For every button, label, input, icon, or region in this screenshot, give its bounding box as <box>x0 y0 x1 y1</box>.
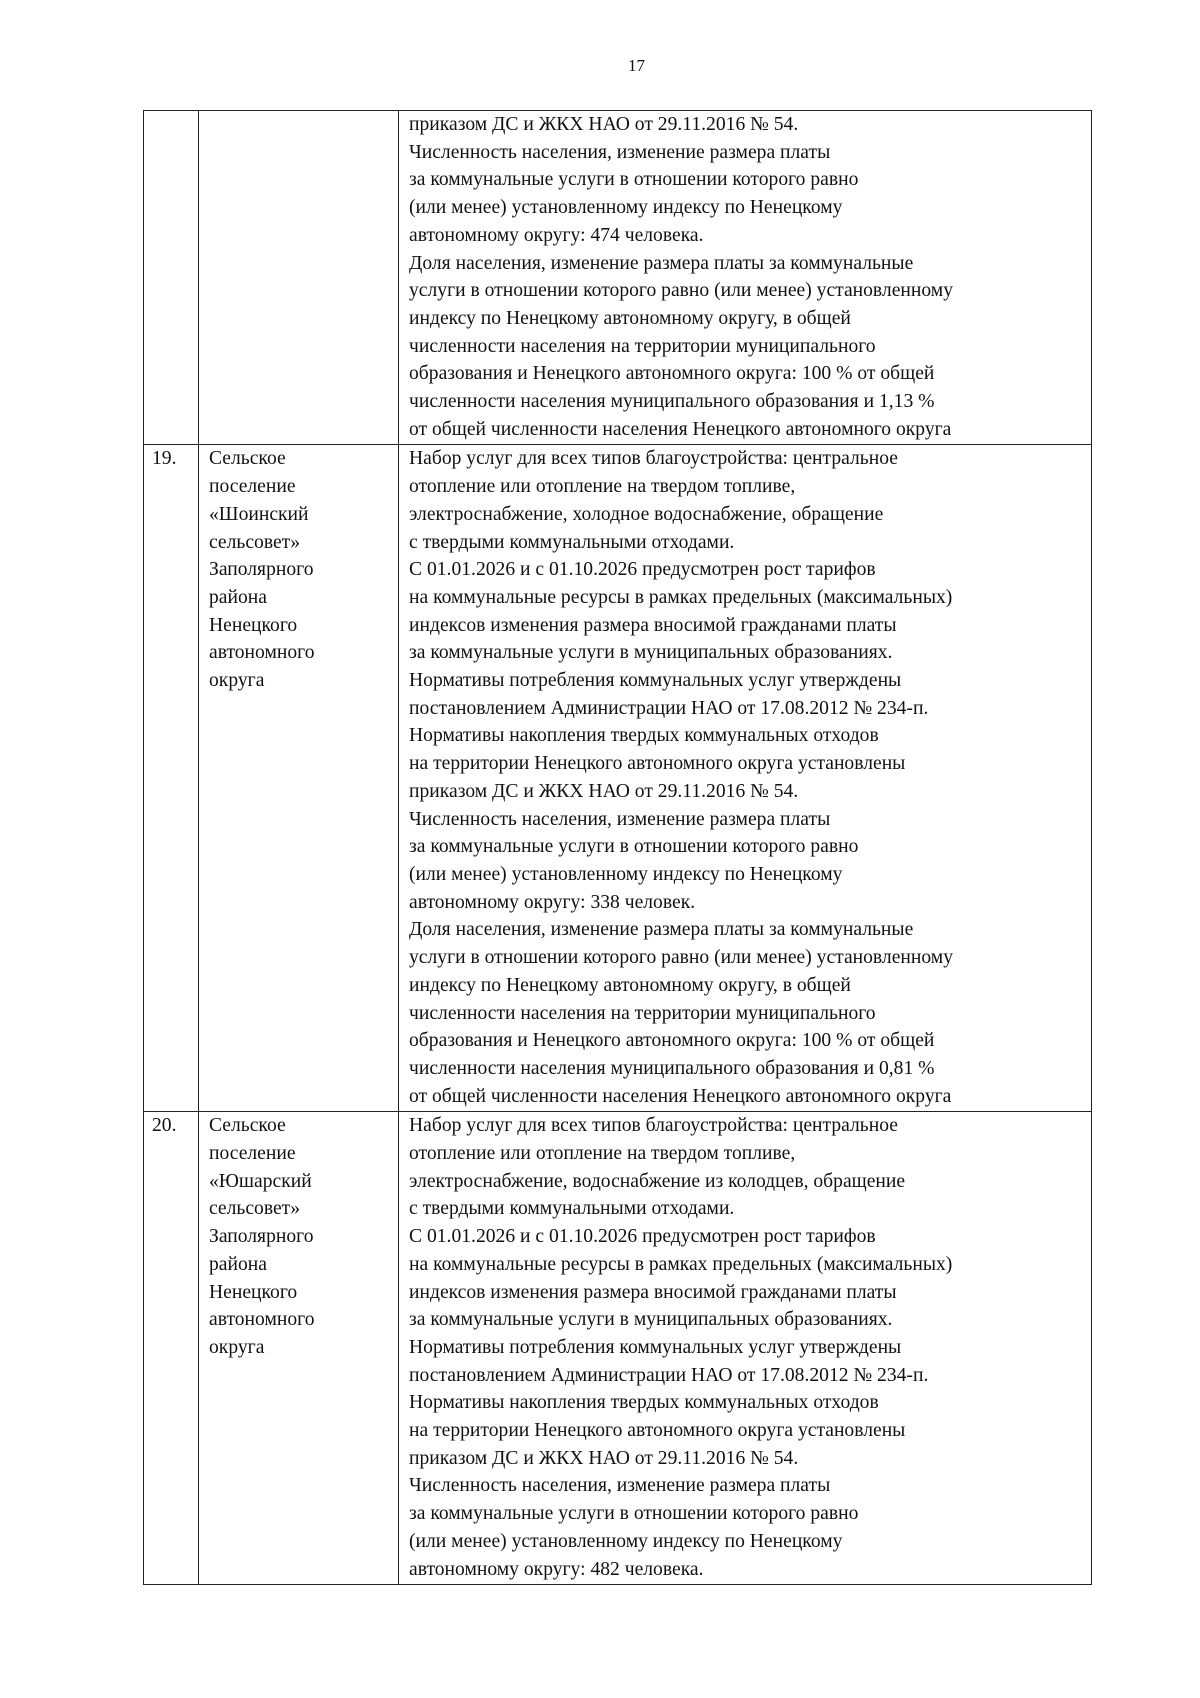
description-line: на коммунальные ресурсы в рамках предельных (максимальных) <box>409 586 953 608</box>
description-line: от общей численности населения Ненецкого автономного округа <box>409 418 952 440</box>
description-line: С 01.01.2026 и с 01.10.2026 предусмотрен рост тарифов <box>409 559 876 581</box>
description-line: за коммунальные услуги в муниципальных образованиях. <box>409 1309 893 1331</box>
description-line: приказом ДС и ЖКХ НАО от 29.11.2016 № 54. <box>409 780 799 802</box>
municipality-name-line: Заполярного <box>209 1226 314 1248</box>
municipality-name-line: автономного <box>209 1309 315 1331</box>
table-row <box>144 111 1092 445</box>
municipality-name-line: сельсовет» <box>209 1198 301 1220</box>
description-line: автономному округу: 474 человека. <box>409 224 704 246</box>
description-line: Нормативы накопления твердых коммунальных отходов <box>409 725 879 747</box>
description-line: образования и Ненецкого автономного округа: 100 % от общей <box>409 1030 935 1052</box>
municipality-name-line: округа <box>209 670 265 692</box>
description-line: за коммунальные услуги в отношении которого равно <box>409 1503 859 1525</box>
description-line: за коммунальные услуги в отношении которого равно <box>409 836 859 858</box>
description-line: численности населения муниципального образования и 1,13 % <box>409 391 935 413</box>
municipality-name-cell <box>199 445 399 1112</box>
description-cell <box>399 1112 1092 1585</box>
description-line: С 01.01.2026 и с 01.10.2026 предусмотрен рост тарифов <box>409 1226 876 1248</box>
municipality-name-cell <box>199 1112 399 1585</box>
description-line: от общей численности населения Ненецкого автономного округа <box>409 1085 952 1107</box>
description-line: Доля населения, изменение размера платы за коммунальные <box>409 252 914 274</box>
description-cell <box>399 111 1092 445</box>
description-line: автономному округу: 338 человек. <box>409 891 696 913</box>
municipality-name-line: Ненецкого <box>209 614 298 636</box>
municipality-name-line: «Юшарский <box>209 1170 312 1192</box>
description-line: постановлением Администрации НАО от 17.08.2012 № 234-п. <box>409 1364 929 1386</box>
row-number: 20. <box>144 1112 199 1585</box>
description-line: Нормативы потребления коммунальных услуг утверждены <box>409 670 902 692</box>
page-number: 17 <box>628 56 645 75</box>
table-body <box>144 111 1092 1585</box>
description-line: электроснабжение, водоснабжение из колодцев, обращение <box>409 1170 906 1192</box>
municipality-name-line: района <box>209 1253 267 1275</box>
description-line: услуги в отношении которого равно (или менее) установленному <box>409 947 953 969</box>
municipality-name-line: «Шоинский <box>209 503 309 525</box>
municipality-name-line: округа <box>209 1336 265 1358</box>
description-line: с твердыми коммунальными отходами. <box>409 531 735 553</box>
description-line: услуги в отношении которого равно (или менее) установленному <box>409 280 953 302</box>
description-line: индексов изменения размера вносимой гражданами платы <box>409 1281 897 1303</box>
municipality-name-line: Сельское <box>209 448 286 470</box>
description-line: электроснабжение, холодное водоснабжение, обращение <box>409 503 884 525</box>
description-line: Доля населения, изменение размера платы за коммунальные <box>409 919 914 941</box>
municipality-name-line: Ненецкого <box>209 1281 298 1303</box>
description-line: образования и Ненецкого автономного округа: 100 % от общей <box>409 363 935 385</box>
description-line: Нормативы потребления коммунальных услуг утверждены <box>409 1336 902 1358</box>
description-cell <box>399 445 1092 1112</box>
tariff-table <box>143 110 1092 1585</box>
description-line: индексу по Ненецкому автономному округу, в общей <box>409 974 851 996</box>
description-line: за коммунальные услуги в отношении которого равно <box>409 169 859 191</box>
description-line: автономному округу: 482 человека. <box>409 1558 704 1580</box>
row-number <box>144 111 199 445</box>
description-line: приказом ДС и ЖКХ НАО от 29.11.2016 № 54. <box>409 1447 799 1469</box>
description-line: отопление или отопление на твердом топливе, <box>409 476 796 498</box>
description-line: постановлением Администрации НАО от 17.08.2012 № 234-п. <box>409 697 929 719</box>
description-line: на территории Ненецкого автономного округа установлены <box>409 753 906 775</box>
description-line: приказом ДС и ЖКХ НАО от 29.11.2016 № 54. <box>409 114 799 135</box>
municipality-name-line: Заполярного <box>209 559 314 581</box>
description-line: на коммунальные ресурсы в рамках предельных (максимальных) <box>409 1253 953 1275</box>
municipality-name-line: поселение <box>209 1143 296 1165</box>
description-line: Численность населения, изменение размера платы <box>409 1475 831 1497</box>
description-line: отопление или отопление на твердом топливе, <box>409 1143 796 1165</box>
description-line: Набор услуг для всех типов благоустройства: центральное <box>409 448 898 470</box>
description-line: численности населения на территории муниципального <box>409 335 876 357</box>
municipality-name-line: автономного <box>209 642 315 664</box>
description-line: Численность населения, изменение размера платы <box>409 808 831 830</box>
description-line: (или менее) установленному индексу по Ненецкому <box>409 197 843 219</box>
description-line: за коммунальные услуги в муниципальных образованиях. <box>409 642 893 664</box>
municipality-name-line: района <box>209 586 267 608</box>
description-line: численности населения на территории муниципального <box>409 1002 876 1024</box>
municipality-name-line: Сельское <box>209 1115 286 1137</box>
description-line: (или менее) установленному индексу по Ненецкому <box>409 863 843 885</box>
description-line: Набор услуг для всех типов благоустройства: центральное <box>409 1115 898 1137</box>
description-line: индексов изменения размера вносимой гражданами платы <box>409 614 897 636</box>
municipality-name-line: поселение <box>209 476 296 498</box>
municipality-name-line: сельсовет» <box>209 531 301 553</box>
row-number: 19. <box>144 445 199 1112</box>
description-line: численности населения муниципального образования и 0,81 % <box>409 1057 935 1079</box>
description-line: индексу по Ненецкому автономному округу, в общей <box>409 307 851 329</box>
municipality-name-cell <box>199 111 399 445</box>
table-row <box>144 445 1092 1112</box>
description-line: Нормативы накопления твердых коммунальных отходов <box>409 1392 879 1414</box>
description-line: Численность населения, изменение размера платы <box>409 141 831 163</box>
description-line: на территории Ненецкого автономного округа установлены <box>409 1420 906 1442</box>
table-row <box>144 1112 1092 1585</box>
description-line: (или менее) установленному индексу по Ненецкому <box>409 1530 843 1552</box>
description-line: с твердыми коммунальными отходами. <box>409 1198 735 1220</box>
